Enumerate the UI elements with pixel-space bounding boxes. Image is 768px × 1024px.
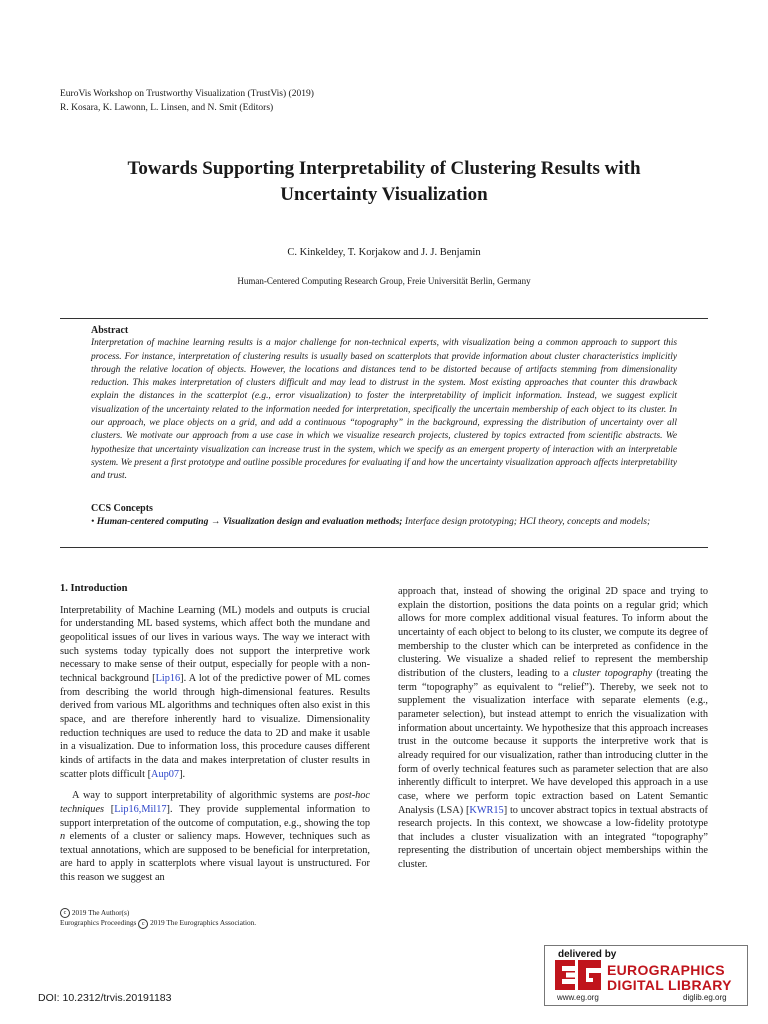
ccs-secondary: Visualization design and evaluation methods; bbox=[222, 516, 403, 528]
right-paragraph: approach that, instead of showing the original 2D space and trying to explain the distortion, positions the data points on a regular grid; which allows for more complex additional visual features. To inform about the uncertainty of each object to belong to its cluster, we compute its degree of membership to the cluster which can be interpreted as confidence in the clustering. We visualize a shaded relief to represent the membership distribution of the clusters, leading to a cluster topography (treating the term “topography” as equivalent to “relief”). Thereby, we seek not to supplement the visualization interface with separate elements (e.g., parameter selection), but instead attempt to enrich the visualization with information about uncertainty. We hypothesize that this approach increases trust in the outcome because it supports the interpretive work that is already required for our visualization, rather than introducing clutter in the form of overly technical features such as parameter selection that are also inherently difficult to interpret. We have developed this approach in a use case, where we perform topic extraction based on Latent Semantic Analysis (LSA) [KWR15] to uncover abstract topics in textual abstracts of research projects. In this context, we showcase a low-fidelity prototype that includes a cluster visualization with an integrated “topography” representing the distribution of uncertain object memberships within the cluster. bbox=[398, 586, 709, 871]
affiliation: Human-Centered Computing Research Group, Freie Universität Berlin, Germany bbox=[237, 276, 531, 286]
ccs-rest: Interface design prototyping; HCI theory, concepts and models; bbox=[404, 516, 651, 528]
abstract-text: Interpretation of machine learning results is a major challenge for non-technical experts, with visualization being a common approach to support this process. For instance, interpretation of clustering results is usually based on scatterplots that provide information about cluster characteristics implicitly through the relative location of objects. However, the locations and distances tend to be distorted because of artifacts stemming from dimensionality reduction. This makes interpretation of clusters difficult and may lead to distrust in the system. Most existing approaches that counter this drawback explain the distances in the scatterplot (e.g., error visualization) to foster the interpretability of implicit information. Instead, we suggest explicit visualization of the uncertainty related to the information needed for interpretation, specifically the uncertain membership of each object to its cluster. In our approach, we place objects on a grid, and add a continuous “topography” in the background, expressing the distribution of uncertainty over all clusters. We motivate our approach from a use case in which we visualize research projects, clustered by topics extracted from scientific abstracts. We hypothesize that uncertainty visualization can increase trust in the system, which we specify as an emergent property of interaction with an interpretable system. We present a first prototype and outline possible procedures for evaluating if and how the uncertainty visualization approach affects interpretability and trust. bbox=[91, 338, 677, 482]
eg-logo-icon bbox=[555, 960, 601, 990]
eurographics-badge[interactable] bbox=[544, 945, 748, 1006]
abstract-heading: Abstract bbox=[91, 325, 129, 336]
delivered-label: delivered by bbox=[558, 949, 617, 960]
conference-line: EuroVis Workshop on Trustworthy Visualization (TrustVis) (2019) bbox=[60, 89, 314, 99]
conference-header bbox=[60, 87, 314, 115]
ccs-block bbox=[91, 502, 681, 529]
brand-line-2: DIGITAL LIBRARY bbox=[607, 977, 732, 993]
right-column bbox=[398, 585, 708, 872]
divider-bottom bbox=[60, 547, 708, 548]
copyright-icon: c bbox=[60, 908, 70, 918]
ccs-concepts: • Human-centered computing → Visualization design and evaluation methods; Interface design prototyping; HCI theory, concepts and models; bbox=[91, 516, 651, 528]
divider-top bbox=[60, 318, 708, 319]
abstract-block bbox=[91, 324, 677, 484]
ccs-primary: Human-centered computing bbox=[96, 516, 209, 528]
citation-link[interactable]: Lip16 bbox=[155, 672, 181, 684]
ccs-heading: CCS Concepts bbox=[91, 503, 153, 514]
citation-link[interactable]: KWR15 bbox=[469, 804, 504, 816]
doi-label[interactable]: DOI: 10.2312/trvis.20191183 bbox=[38, 992, 172, 1004]
copyright-footnote: c 2019 The Author(s) Eurographics Proceedings c 2019 The Eurographics Association. bbox=[60, 908, 257, 928]
brand-line-1: EUROGRAPHICS bbox=[607, 962, 725, 978]
authors: C. Kinkeldey, T. Korjakow and J. J. Benjamin bbox=[287, 247, 481, 258]
left-column bbox=[60, 582, 370, 885]
eg-url[interactable]: www.eg.org bbox=[557, 993, 599, 1002]
copyright-icon: c bbox=[138, 919, 148, 929]
section-heading: 1. Introduction bbox=[60, 583, 128, 594]
intro-paragraph-1: Interpretability of Machine Learning (ML) models and outputs is crucial for understanding ML based systems, which affect both the mundane and geopolitical issues of our lives in various ways. The way we interact with such systems today typically does not support the interpretive work necessary to make sense of their output, especially for people with a non-technical background [Lip16]. A lot of the predictive power of ML comes from describing the world through high-dimensional features. Results derived from various ML algorithms and techniques often also exist in this space, and are therefore inherently hard to visualize. Dimensionality reduction techniques are used to reduce the data to 2D and make it usable in a visualization. Due to information loss, this procedure causes different kinds of artifacts in the data and makes interpretation of cluster results in scatter plots difficult [Aup07]. bbox=[60, 604, 370, 780]
intro-paragraph-2: A way to support interpretability of algorithmic systems are post-hoc techniques [Lip16,Mil17]. They provide supplemental information to support interpretation of the outcome of computation, e.g., showing the top n elements of a cluster or saliency maps. However, techniques such as textual annotations, which are supposed to be beneficial for interpretation, are hard to apply in scatterplots where visual layout is unstructured. For this reason we suggest an bbox=[60, 790, 370, 884]
diglib-url[interactable]: diglib.eg.org bbox=[683, 993, 727, 1002]
paper-title: Towards Supporting Interpretability of Clustering Results with Uncertainty Visualization bbox=[127, 158, 641, 205]
editors-line: R. Kosara, K. Lawonn, L. Linsen, and N. Smit (Editors) bbox=[60, 103, 274, 113]
citation-link[interactable]: Aup07 bbox=[151, 768, 180, 780]
arrow-icon: → bbox=[210, 516, 221, 528]
citation-link[interactable]: Lip16,Mil17 bbox=[114, 803, 167, 815]
